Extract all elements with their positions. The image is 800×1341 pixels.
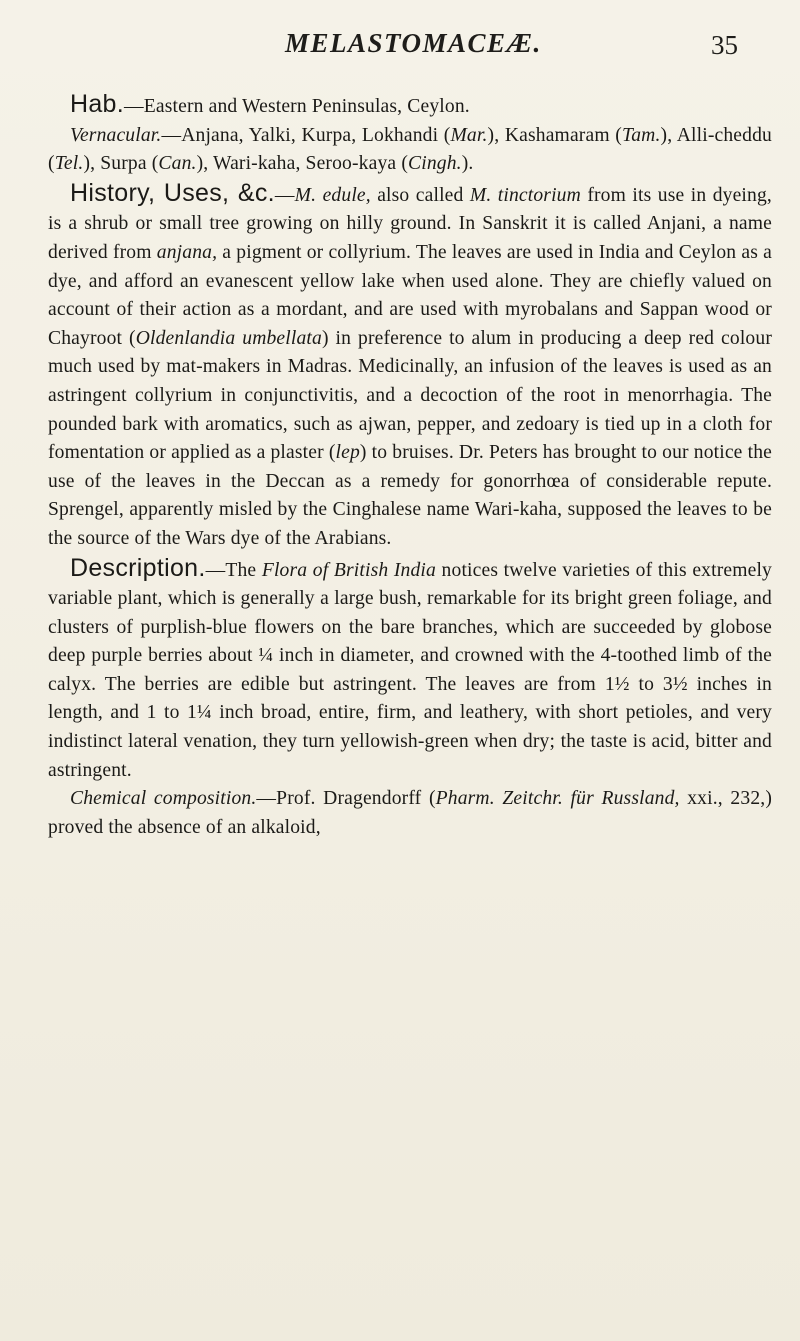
- vernacular-text-2: ), Kashamaram (: [487, 124, 622, 146]
- vernacular-text-6: ).: [461, 153, 474, 175]
- journal-title: Pharm. Zeitchr. für Russland,: [435, 788, 680, 810]
- description-heading: Description.: [70, 553, 206, 582]
- chemical-text-2: xxi., 232,) proved the absence of an alkaloid,: [48, 788, 772, 838]
- title-flora-of-british-india: Flora of British India: [261, 559, 436, 581]
- word-anjana: anjana,: [156, 241, 218, 263]
- vernacular-text-4: ), Surpa (: [83, 153, 159, 175]
- abbr-canarese: Can.: [158, 153, 197, 175]
- history-text-5: ) in preference to alum in producing a deep red colour much used by mat-makers in Madras. Medicinally, an infusion of the leaves is used as an astringent collyrium in conjunctivitis, and a decoction of the root in menorrhagia. The pounded bark with aromatics, such as ajwan, pepper, and zedoary is tied up in a cloth for fomentation or applied as a plaster (: [48, 327, 772, 464]
- history-heading: History, Uses, &c.: [70, 178, 275, 207]
- history-paragraph: [48, 179, 772, 554]
- species-name-tinctorium: M. tinctorium: [469, 184, 581, 206]
- abbr-telugu: Tel.: [54, 153, 84, 175]
- chemical-paragraph: [48, 785, 772, 842]
- chemical-label: Chemical composition.: [70, 788, 257, 810]
- history-text-6: ) to bruises. Dr. Peters has brought to our notice the use of the leaves in the Deccan as a remedy for gonorrhœa of considerable repute. Sprengel, apparently misled by the Cinghalese name Wari-kaha, supposed the leaves to be the source of the Wars dye of the Arabians.: [48, 442, 772, 549]
- body-text: [48, 90, 772, 842]
- vernacular-text-1: —Anjana, Yalki, Kurpa, Lokhandi (: [161, 124, 451, 146]
- history-text-3: from its use in dyeing, is a shrub or small tree growing on hilly ground. In Sanskrit it is called Anjani, a name derived from: [48, 184, 772, 263]
- habitat-paragraph: [48, 90, 772, 122]
- history-text-4: a pigment or collyrium. The leaves are used in India and Ceylon as a dye, and afford an evanescent yellow lake when used alone. They are chiefly valued on account of their action as a mordant, and are used with myrobalans and Sappan wood or Chayroot (: [48, 241, 772, 349]
- chemical-text-1: —Prof. Dragendorff (: [256, 788, 436, 810]
- page-header: [0, 26, 800, 66]
- running-head: MELASTOMACEÆ.: [285, 28, 542, 58]
- description-paragraph: [48, 554, 772, 786]
- page-number: 35: [711, 30, 738, 60]
- vernacular-text-3: ), Alli-cheddu (: [48, 124, 772, 175]
- habitat-heading: Hab.: [70, 90, 125, 118]
- history-text-2: also called: [370, 184, 470, 206]
- habitat-text: —Eastern and Western Peninsulas, Ceylon.: [124, 96, 470, 117]
- species-name-oldenlandia: Oldenlandia umbellata: [135, 327, 322, 349]
- vernacular-paragraph: [48, 122, 772, 179]
- species-name-edule: M. edule,: [294, 184, 371, 206]
- description-text-2: notices twelve varieties of this extremely variable plant, which is generally a large bush, remarkable for its bright green foliage, and clusters of purplish-blue flowers on the bare branches, which are succeeded by globose deep purple berries about ¼ inch in diameter, and crowned with the 4-toothed limb of the calyx. The berries are edible but astringent. The leaves are from 1½ to 3½ inches in length, and 1 to 1¼ inch broad, entire, firm, and leathery, with short petioles, and very indistinct lateral venation, they turn yellowish-green when dry; the taste is acid, bitter and astringent.: [48, 559, 773, 781]
- history-text-1: —: [274, 184, 295, 206]
- abbr-marathi: Mar.: [450, 124, 488, 146]
- word-lep: lep: [335, 442, 360, 464]
- vernacular-label: Vernacular.: [70, 124, 162, 146]
- description-text-1: —The: [205, 559, 262, 581]
- abbr-tamil: Tam.: [621, 124, 661, 146]
- vernacular-text-5: ), Wari-kaha, Seroo-kaya (: [196, 153, 408, 175]
- abbr-cinghalese: Cingh.: [408, 153, 462, 175]
